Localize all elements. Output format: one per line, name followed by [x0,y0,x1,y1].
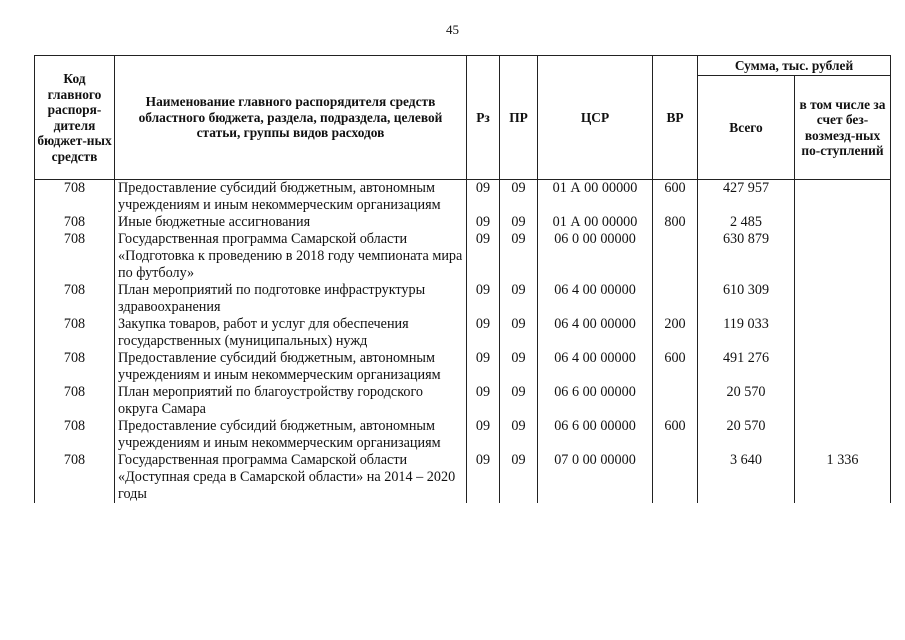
cell-csr: 07 0 00 00000 [538,452,653,503]
cell-csr: 01 А 00 00000 [538,214,653,231]
cell-subtotal [795,231,891,282]
cell-csr: 01 А 00 00000 [538,180,653,215]
cell-subtotal [795,180,891,215]
cell-pr: 09 [500,180,538,215]
cell-rz: 09 [467,418,500,452]
cell-vr [653,384,698,418]
cell-pr: 09 [500,452,538,503]
cell-vr: 600 [653,350,698,384]
cell-vr: 600 [653,180,698,215]
cell-rz: 09 [467,180,500,215]
cell-vr: 800 [653,214,698,231]
cell-name: Иные бюджетные ассигнования [115,214,467,231]
header-csr: ЦСР [538,56,653,180]
cell-vr [653,231,698,282]
table-header [35,56,891,180]
table-row [35,350,891,384]
cell-code: 708 [35,452,115,503]
cell-code: 708 [35,282,115,316]
header-vr: ВР [653,56,698,180]
budget-table [34,55,891,503]
cell-subtotal: 1 336 [795,452,891,503]
cell-code: 708 [35,231,115,282]
cell-code: 708 [35,180,115,215]
cell-csr: 06 4 00 00000 [538,350,653,384]
cell-name: Государственная программа Самарской области «Подготовка к проведению в 2018 году чемпионата мира по футболу» [115,231,467,282]
header-rz: Рз [467,56,500,180]
cell-pr: 09 [500,384,538,418]
cell-total: 491 276 [698,350,795,384]
header-sum-group: Сумма, тыс. рублей [698,56,891,76]
cell-csr: 06 6 00 00000 [538,418,653,452]
cell-rz: 09 [467,231,500,282]
cell-rz: 09 [467,452,500,503]
cell-total: 630 879 [698,231,795,282]
cell-name: Предоставление субсидий бюджетным, автономным учреждениям и иным некоммерческим организациям [115,418,467,452]
page-number: 45 [446,22,459,37]
cell-rz: 09 [467,214,500,231]
cell-csr: 06 0 00 00000 [538,231,653,282]
cell-total: 20 570 [698,418,795,452]
cell-total: 3 640 [698,452,795,503]
cell-rz: 09 [467,384,500,418]
table-row [35,316,891,350]
cell-pr: 09 [500,231,538,282]
cell-code: 708 [35,316,115,350]
cell-name: Закупка товаров, работ и услуг для обеспечения государственных (муниципальных) нужд [115,316,467,350]
cell-vr [653,452,698,503]
table-row [35,282,891,316]
cell-name: Предоставление субсидий бюджетным, автономным учреждениям и иным некоммерческим организациям [115,350,467,384]
cell-subtotal [795,418,891,452]
cell-rz: 09 [467,350,500,384]
cell-code: 708 [35,214,115,231]
cell-subtotal [795,316,891,350]
cell-rz: 09 [467,282,500,316]
cell-pr: 09 [500,350,538,384]
cell-name: План мероприятий по благоустройству городского округа Самара [115,384,467,418]
cell-subtotal [795,384,891,418]
cell-code: 708 [35,350,115,384]
cell-pr: 09 [500,316,538,350]
cell-total: 2 485 [698,214,795,231]
cell-csr: 06 4 00 00000 [538,282,653,316]
table-row [35,384,891,418]
cell-total: 610 309 [698,282,795,316]
header-pr: ПР [500,56,538,180]
cell-pr: 09 [500,282,538,316]
cell-pr: 09 [500,418,538,452]
cell-name: План мероприятий по подготовке инфраструктуры здравоохранения [115,282,467,316]
table-row [35,180,891,215]
cell-pr: 09 [500,214,538,231]
table-body [35,180,891,504]
cell-name: Государственная программа Самарской области «Доступная среда в Самарской области» на 2014 – 2020 годы [115,452,467,503]
cell-csr: 06 6 00 00000 [538,384,653,418]
cell-csr: 06 4 00 00000 [538,316,653,350]
cell-subtotal [795,214,891,231]
cell-name: Предоставление субсидий бюджетным, автономным учреждениям и иным некоммерческим организациям [115,180,467,215]
cell-subtotal [795,350,891,384]
cell-subtotal [795,282,891,316]
header-name: Наименование главного распорядителя средств областного бюджета, раздела, подраздела, целевой статьи, группы видов расходов [115,56,467,180]
table-row [35,214,891,231]
cell-code: 708 [35,418,115,452]
cell-rz: 09 [467,316,500,350]
cell-vr [653,282,698,316]
table-row [35,452,891,503]
cell-total: 427 957 [698,180,795,215]
cell-total: 119 033 [698,316,795,350]
header-subtotal: в том числе за счет без-возмезд-ных по-ступлений [795,76,891,180]
cell-code: 708 [35,384,115,418]
table-row [35,231,891,282]
cell-vr: 600 [653,418,698,452]
header-total: Всего [698,76,795,180]
header-code: Код главного распоря-дителя бюджет-ных средств [35,56,115,180]
cell-total: 20 570 [698,384,795,418]
cell-vr: 200 [653,316,698,350]
table-row [35,418,891,452]
